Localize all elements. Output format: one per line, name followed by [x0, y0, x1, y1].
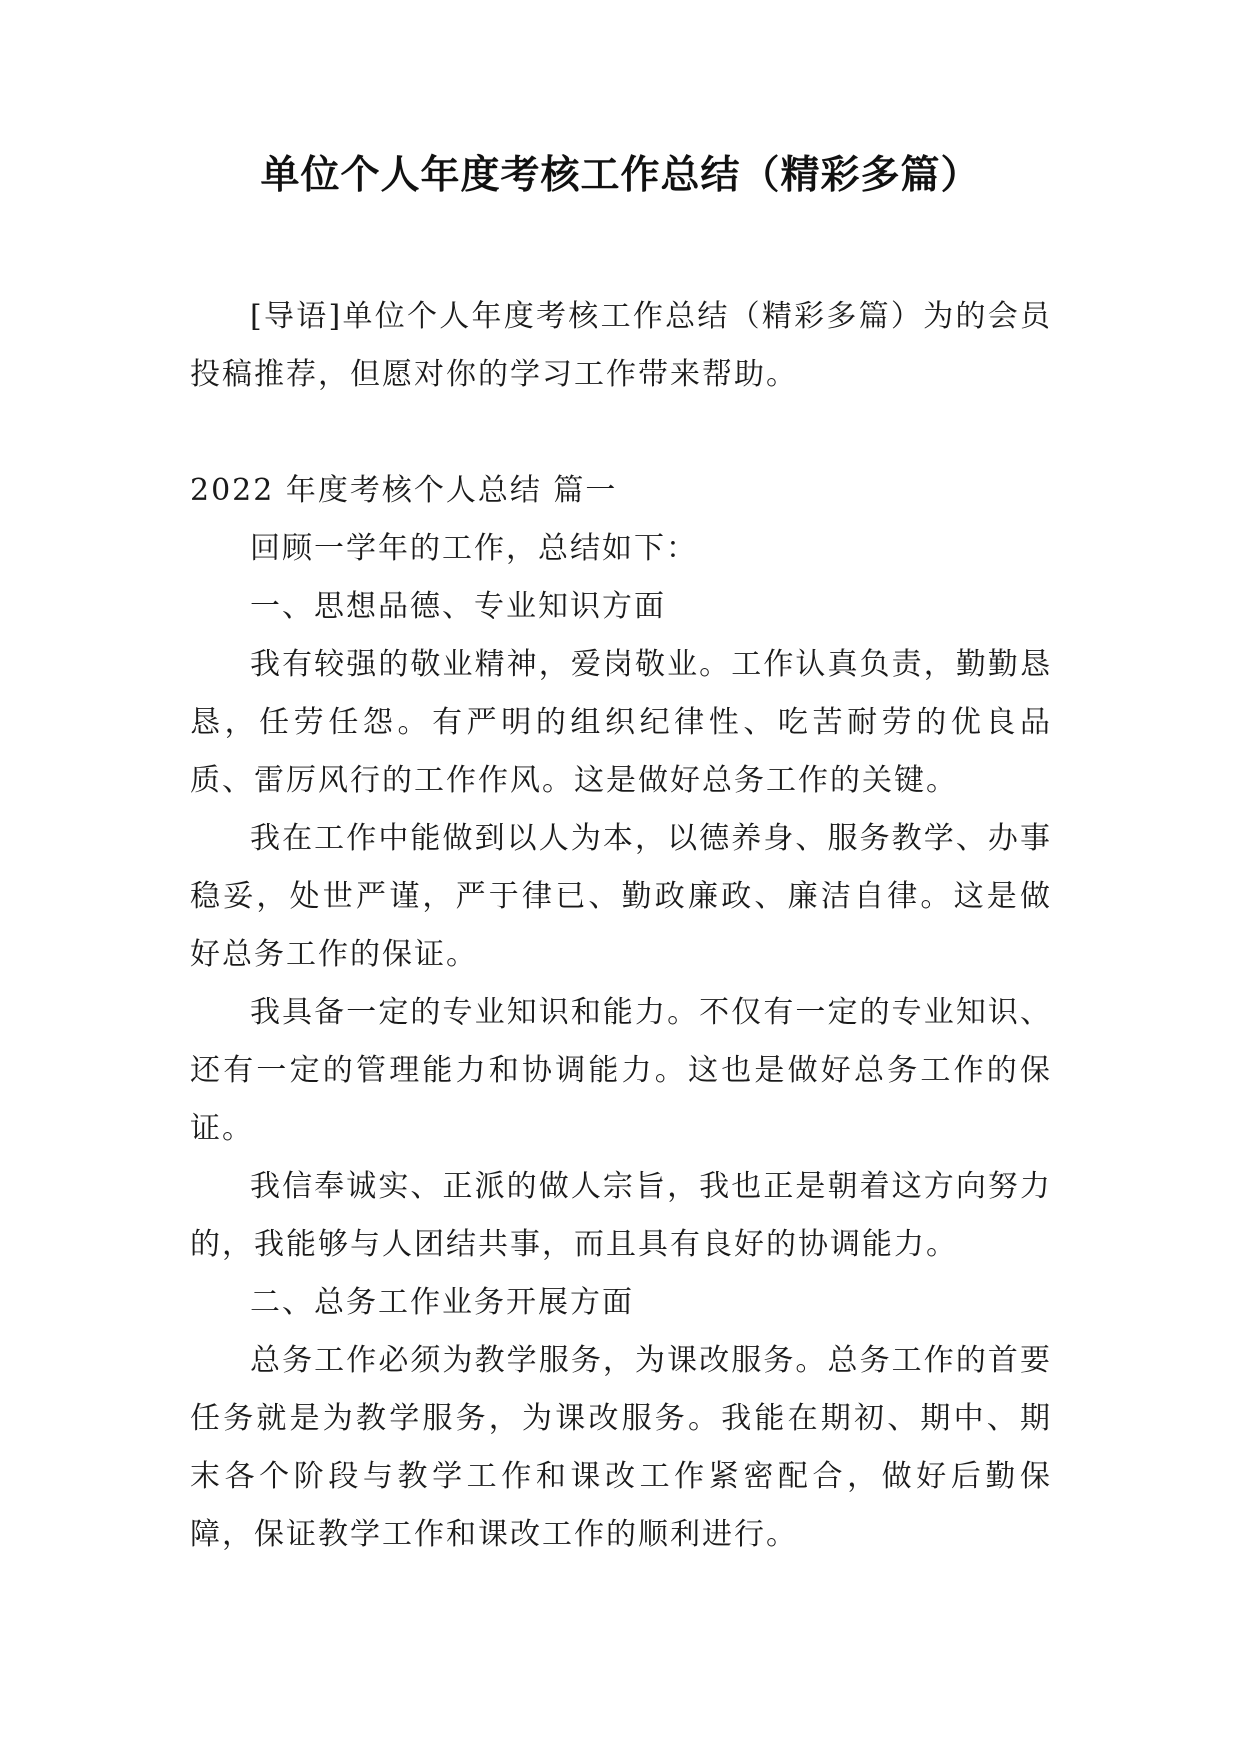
section-heading: 2022 年度考核个人总结 篇一	[190, 473, 618, 508]
content-block	[190, 462, 1052, 1564]
intro-block	[190, 288, 1052, 404]
paragraph-integrity: 我信奉诚实、正派的做人宗旨，我也正是朝着这方向努力的，我能够与人团结共事，而且具有良好的协调能力。	[190, 1169, 1052, 1262]
paragraph-people-oriented: 我在工作中能做到以人为本，以德养身、服务教学、办事稳妥，处世严谨，严于律已、勤政廉政、廉洁自律。这是做好总务工作的保证。	[190, 821, 1052, 972]
paragraph-review: 回顾一学年的工作，总结如下：	[250, 531, 698, 566]
subheading-general-affairs: 二、总务工作业务开展方面	[250, 1285, 634, 1320]
document-title: 单位个人年度考核工作总结（精彩多篇）	[260, 153, 981, 198]
subheading-ethics-knowledge: 一、思想品德、专业知识方面	[250, 589, 666, 624]
paragraph-expertise: 我具备一定的专业知识和能力。不仅有一定的专业知识、还有一定的管理能力和协调能力。这也是做好总务工作的保证。	[190, 995, 1052, 1146]
paragraph-dedication: 我有较强的敬业精神，爱岗敬业。工作认真负责，勤勤恳恳，任劳任怨。有严明的组织纪律性、吃苦耐劳的优良品质、雷厉风行的工作作风。这是做好总务工作的关键。	[190, 647, 1052, 798]
intro-paragraph: [导语]单位个人年度考核工作总结（精彩多篇）为的会员投稿推荐，但愿对你的学习工作带来帮助。	[190, 299, 1052, 392]
paragraph-service-teaching: 总务工作必须为教学服务，为课改服务。总务工作的首要任务就是为教学服务，为课改服务。我能在期初、期中、期末各个阶段与教学工作和课改工作紧密配合，做好后勤保障，保证教学工作和课改工作的顺利进行。	[190, 1343, 1052, 1552]
